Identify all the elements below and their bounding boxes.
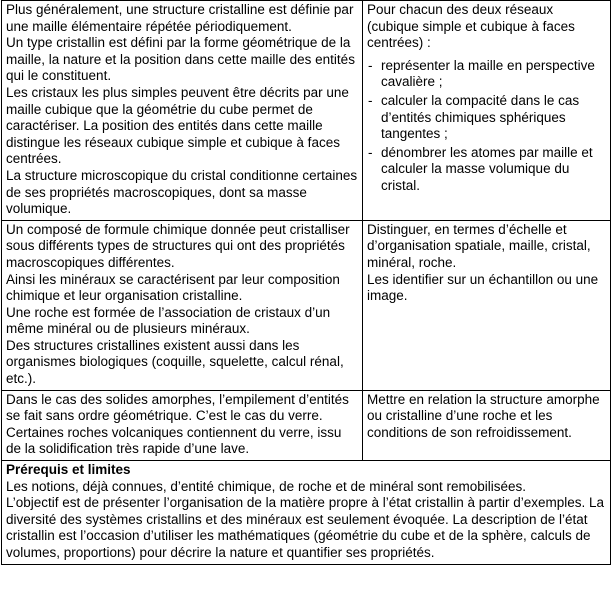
dash-marker: -: [368, 144, 373, 160]
task-list: [367, 58, 606, 195]
contenus-cell: [2, 1, 363, 221]
paragraph: Mettre en relation la structure amorphe ou cristalline d’une roche et les conditions de son refroidissement.: [367, 391, 600, 440]
paragraph: Un composé de formule chimique donnée peut cristalliser sous différents types de structures qui ont des propriétés macroscopiques différentes.: [6, 221, 350, 270]
list-item: [367, 58, 606, 91]
prerequis-title: Prérequis et limites: [6, 462, 131, 478]
capacites-intro: Pour chacun des deux réseaux (cubique simple et cubique à faces centrées) :: [367, 2, 575, 51]
paragraph: La structure microscopique du cristal conditionne certaines de ses propriétés macroscopiques, dont sa masse volumique.: [6, 167, 358, 217]
list-item: [367, 145, 606, 195]
capacites-cell: [363, 390, 611, 460]
paragraph: Plus généralement, une structure cristalline est définie par une maille élémentaire répétée périodiquement.: [6, 2, 354, 34]
paragraph: Les identifier sur un échantillon ou une image.: [367, 271, 599, 304]
capacites-cell: [363, 220, 611, 390]
paragraph: Ainsi les minéraux se caractérisent par leur composition chimique et leur organisation cristalline.: [6, 271, 340, 304]
paragraph: Les cristaux les plus simples peuvent être décrits par une maille cubique que la géométrie du cube permet de caractériser. La position des entités dans cette maille distingue les réseaux cubique simple et cubique à faces centrées.: [6, 84, 349, 167]
table-row: [2, 220, 611, 390]
table-row: [2, 1, 611, 221]
table-row: [2, 461, 611, 565]
contenus-cell: [2, 390, 363, 460]
paragraph: Une roche est formée de l’association de cristaux d’un même minéral ou de plusieurs minéraux.: [6, 304, 331, 337]
paragraph: L’objectif est de présenter l’organisation de la matière propre à l’état cristallin à partir d’exemples. La diversité des systèmes cristallins et des minéraux est seulement évoquée. La description de l’état cristallin est l’occasion d’utiliser les mathématiques (géométrie du cube et de la sphère, calculs de volumes, proportions) pour décrire la nature et quantifier ses propriétés.: [6, 495, 605, 560]
list-item-text: représenter la maille en perspective cavalière ;: [381, 57, 595, 90]
programme-table: [1, 0, 611, 565]
dash-marker: -: [368, 57, 373, 73]
paragraph: Les notions, déjà connues, d’entité chimique, de roche et de minéral sont remobilisées.: [6, 478, 527, 494]
dash-marker: -: [368, 92, 373, 108]
list-item-text: dénombrer les atomes par maille et calculer la masse volumique du cristal.: [381, 144, 593, 193]
paragraph: Distinguer, en termes d’échelle et d’organisation spatiale, maille, cristal, minéral, roche.: [367, 221, 591, 270]
paragraph: Un type cristallin est défini par la forme géométrique de la maille, la nature et la position dans cette maille des entités qui le constituent.: [6, 35, 355, 84]
list-item: [367, 93, 606, 143]
capacites-cell: [363, 1, 611, 221]
list-item-text: calculer la compacité dans le cas d’entités chimiques sphériques tangentes ;: [381, 92, 580, 142]
paragraph: Des structures cristallines existent aussi dans les organismes biologiques (coquille, squelette, calcul rénal, etc.).: [6, 337, 344, 387]
paragraph: Dans le cas des solides amorphes, l’empilement d’entités se fait sans ordre géométrique. C’est le cas du verre. Certaines roches volcaniques contiennent du verre, issu de la solidification très rapide d’une lave.: [6, 391, 349, 457]
prerequis-cell: [2, 461, 611, 565]
table-row: [2, 390, 611, 460]
contenus-cell: [2, 220, 363, 390]
